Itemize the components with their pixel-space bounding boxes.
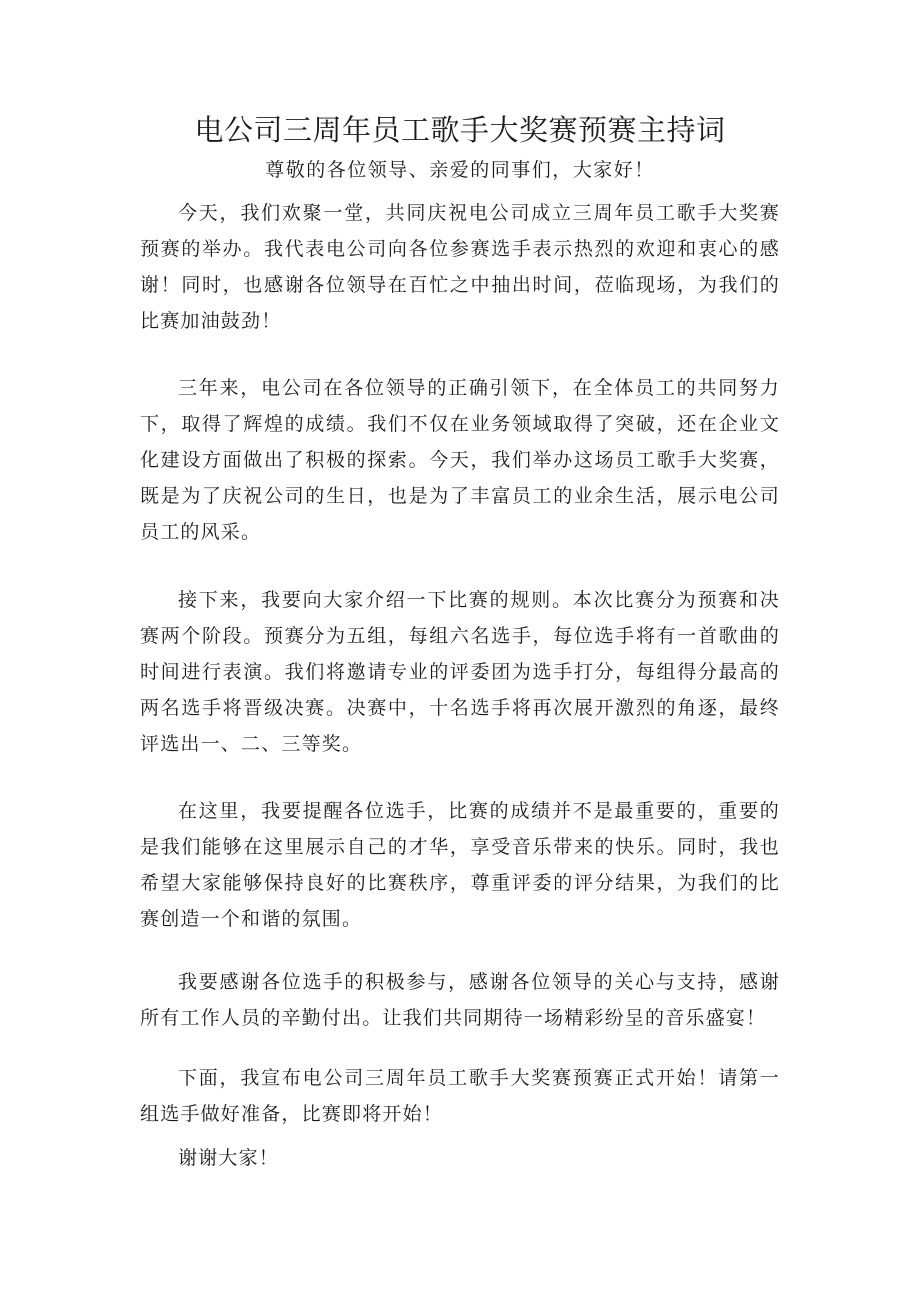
paragraph-reminder: 在这里，我要提醒各位选手，比赛的成绩并不是最重要的，重要的是我们能够在这里展示自己的才华，享受音乐带来的快乐。同时，我也希望大家能够保持良好的比赛秩序，尊重评委的评分结果，为我们的比赛创造一个和谐的氛围。 (140, 800, 780, 930)
document-title: 电公司三周年员工歌手大奖赛预赛主持词 (194, 113, 726, 147)
paragraph-announcement: 下面，我宣布电公司三周年员工歌手大奖赛预赛正式开始！请第一组选手做好准备，比赛即将开始！ (140, 1067, 780, 1125)
paragraph-achievements: 三年来，电公司在各位领导的正确引领下，在全体员工的共同努力下，取得了辉煌的成绩。我们不仅在业务领域取得了突破，还在企业文化建设方面做出了积极的探索。今天，我们举办这场员工歌手大奖赛，既是为了庆祝公司的生日，也是为了丰富员工的业余生活，展示电公司员工的风采。 (140, 377, 780, 543)
greeting-line: 尊敬的各位领导、亲爱的同事们，大家好！ (265, 159, 655, 181)
paragraph-opening: 今天，我们欢聚一堂，共同庆祝电公司成立三周年员工歌手大奖赛预赛的举办。我代表电公司向各位参赛选手表示热烈的欢迎和衷心的感谢！同时，也感谢各位领导在百忙之中抽出时间，莅临现场，为我们的比赛加油鼓劲！ (140, 202, 780, 332)
paragraph-thanks: 我要感谢各位选手的积极参与，感谢各位领导的关心与支持，感谢所有工作人员的辛勤付出。让我们共同期待一场精彩纷呈的音乐盛宴！ (140, 971, 780, 1029)
paragraph-rules: 接下来，我要向大家介绍一下比赛的规则。本次比赛分为预赛和决赛两个阶段。预赛分为五组，每组六名选手，每位选手将有一首歌曲的时间进行表演。我们将邀请专业的评委团为选手打分，每组得分最高的两名选手将晋级决赛。决赛中，十名选手将再次展开激烈的角逐，最终评选出一、二、三等奖。 (140, 589, 780, 755)
paragraph-closing: 谢谢大家！ (178, 1147, 280, 1169)
